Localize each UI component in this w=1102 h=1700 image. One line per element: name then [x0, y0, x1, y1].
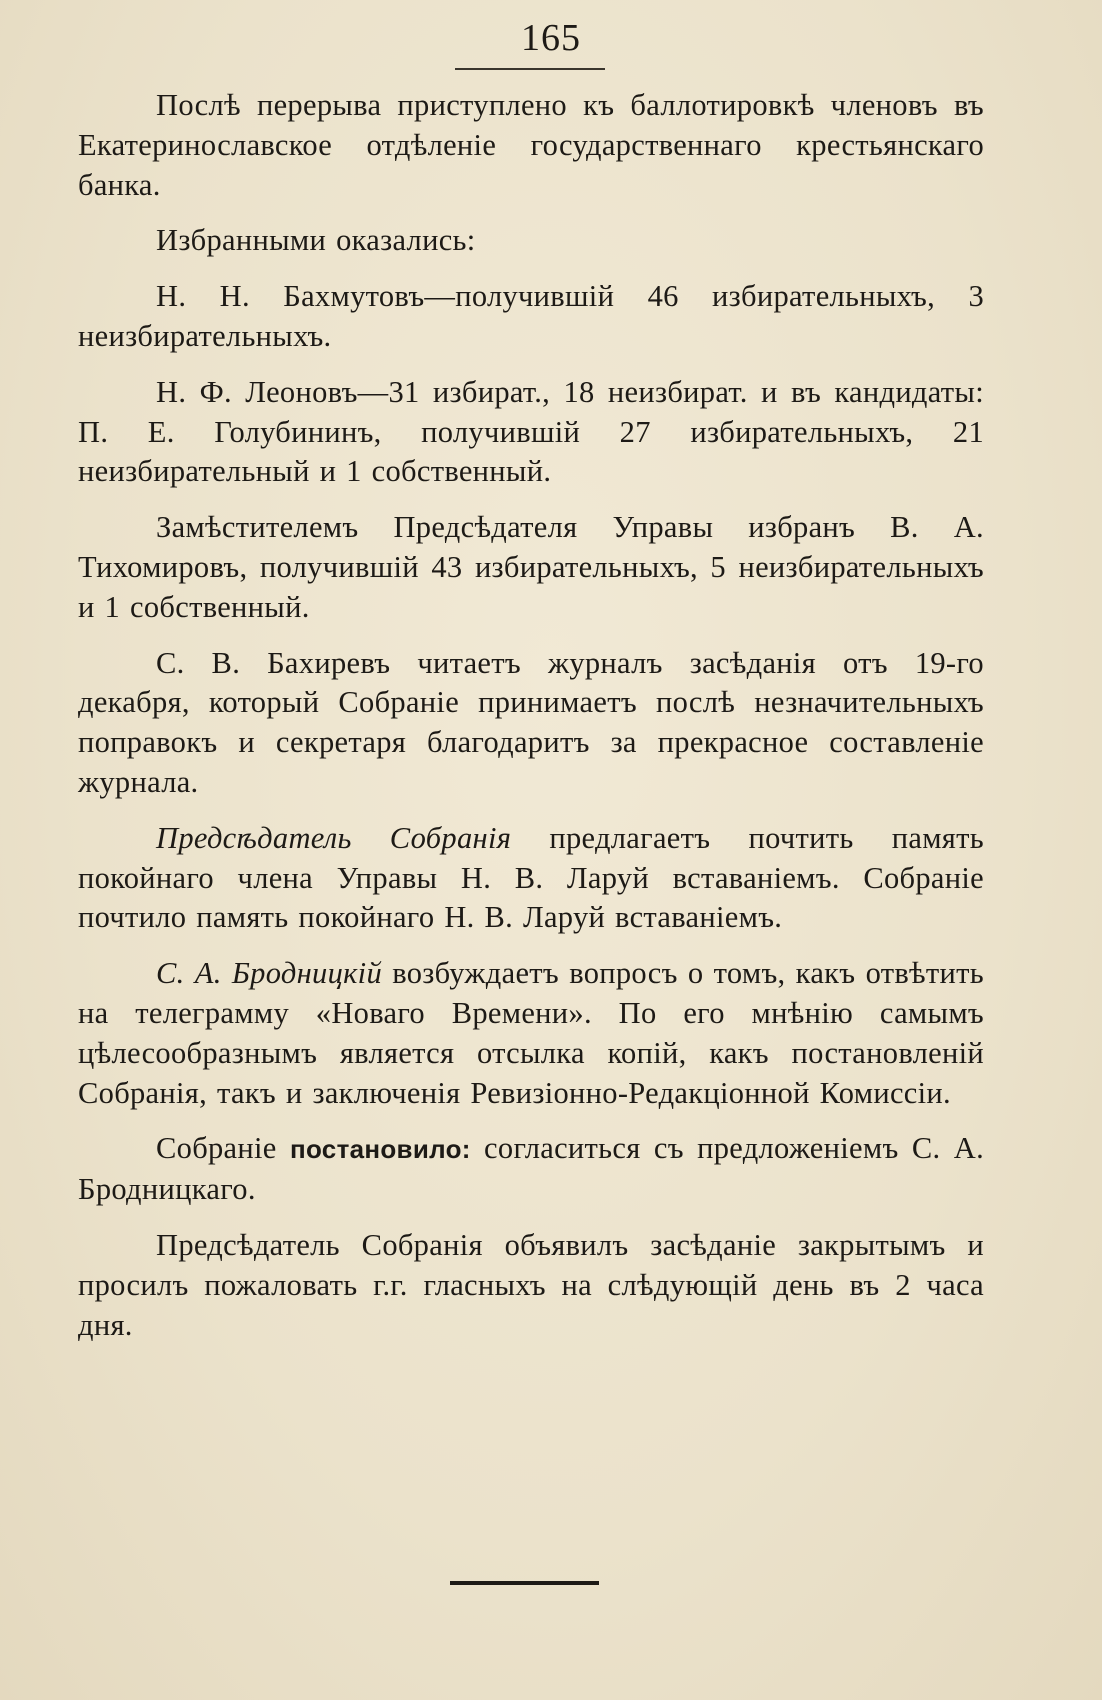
paragraph-text: согласиться съ предложеніемъ С. А. Бродницкаго.	[78, 1131, 984, 1207]
paragraph-lead-italic: С. А. Бродницкій	[156, 956, 383, 991]
paragraph-brodnitsky-telegram	[78, 954, 984, 1113]
paragraph-text: Предсѣдатель Собранія объявилъ засѣданіе закрытымъ и просилъ пожаловать г.г. гласныхъ на слѣдующій день въ 2 часа дня.	[78, 1227, 984, 1342]
paragraph-chairman-honor	[78, 819, 984, 938]
paragraph-pre: Собраніе	[156, 1131, 290, 1166]
paragraph-text: Избранными оказались:	[156, 223, 476, 258]
paragraph-bakhmutov	[78, 277, 984, 357]
paragraph-text: Н. Ф. Леоновъ—31 избират., 18 неизбират. и въ кандидаты: П. Е. Голубининъ, получившій 27 избирательныхъ, 21 неизбирательный и 1 собственный.	[78, 374, 984, 489]
paragraph-tikhomirov	[78, 508, 984, 627]
paragraph-text: С. В. Бахиревъ читаетъ журналъ засѣданія отъ 19-го декабря, который Собраніе принимаетъ послѣ незначительныхъ поправокъ и секретаря благодаритъ за прекрасное составленіе журнала.	[78, 645, 984, 799]
header-rule	[455, 68, 605, 70]
page-number: 165	[521, 17, 581, 59]
paragraph-text: возбуждаетъ вопросъ о томъ, какъ отвѣтить на телеграмму «Новаго Времени». По его мнѣнію самымъ цѣлесообразнымъ является отсылка копій, какъ постановленій Собранія, такъ и заключенія Ревизіонно-Редакціонной Комиссіи.	[78, 956, 984, 1110]
paragraph-leonov	[78, 373, 984, 492]
paragraph-resolution	[78, 1129, 984, 1210]
paragraph-bold-term: постановило:	[289, 1134, 471, 1165]
paragraph-session-closed	[78, 1226, 984, 1345]
paragraph-elected-heading	[78, 221, 984, 261]
paragraph-lead-italic: Предсѣдатель Собранія	[156, 820, 512, 855]
paragraph-text: Н. Н. Бахмутовъ—получившій 46 избирательныхъ, 3 неизбирательныхъ.	[78, 279, 984, 353]
paragraph-text: Послѣ перерыва приступлено къ баллотировкѣ членовъ въ Екатеринославское отдѣленіе государственнаго крестьянскаго банка.	[78, 88, 984, 202]
paragraph-ballot-intro	[78, 86, 984, 205]
paragraph-text: Замѣстителемъ Предсѣдателя Управы избранъ В. А. Тихомировъ, получившій 43 избирательныхъ, 5 неизбирательныхъ и 1 собственный.	[78, 510, 984, 624]
page-body	[78, 86, 984, 1361]
paragraph-text: предлагаетъ почтить память покойнаго члена Управы Н. В. Ларуй вставаніемъ. Собраніе почтило память покойнаго Н. В. Ларуй вставаніемъ.	[78, 820, 984, 935]
paragraph-bakhirev-journal	[78, 644, 984, 803]
footer-rule	[450, 1581, 599, 1585]
